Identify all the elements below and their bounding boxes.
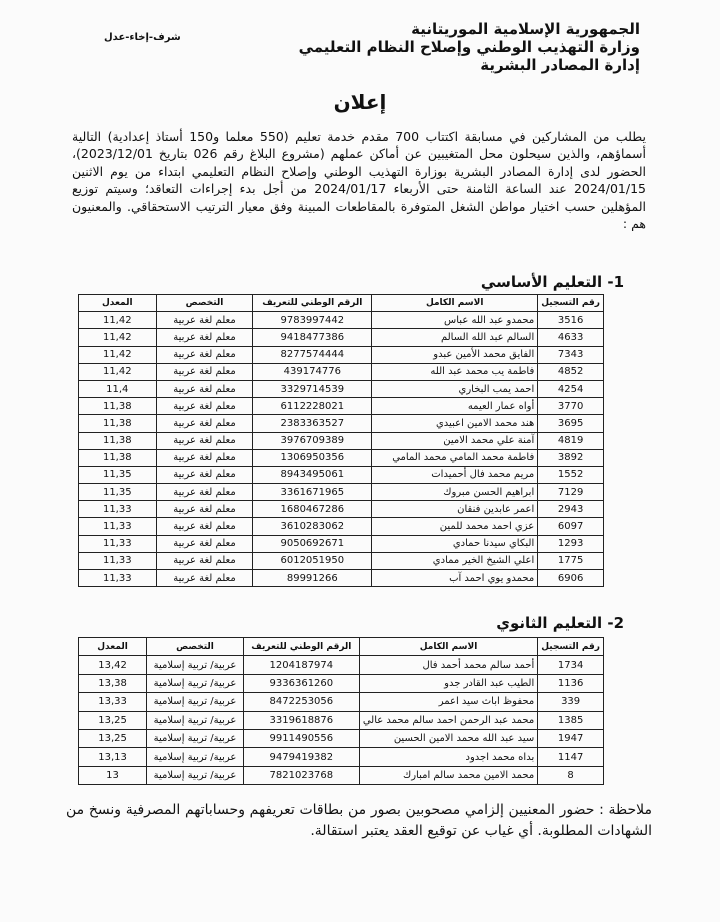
cell-full-name: البكاي سيدنا حمادي <box>372 535 538 552</box>
cell-specialty: عربية/ تربية إسلامية <box>147 748 244 766</box>
cell-full-name: مريم محمد فال أحميدات <box>372 466 538 483</box>
cell-average: 11,35 <box>79 466 157 483</box>
cell-full-name: عزي احمد محمد للمين <box>372 518 538 535</box>
cell-average: 11,42 <box>79 312 157 329</box>
cell-specialty: معلم لغة عربية <box>156 415 253 432</box>
column-header-name: الاسم الكامل <box>359 638 537 656</box>
announcement-title: إعلان <box>333 90 387 114</box>
cell-full-name: اعلي الشيخ الخير ممادي <box>372 552 538 569</box>
cell-average: 11,35 <box>79 484 157 501</box>
table-row <box>79 674 604 692</box>
cell-national-id: 9050692671 <box>253 535 372 552</box>
table-row <box>79 729 604 747</box>
announcement-body: يطلب من المشاركين في مسابقة اكتتاب 700 مقدم خدمة تعليم (550 معلما و150 أستاذ إعدادية) التالية أسماؤهم، والذين سيحلون محل المتغيبين عن أماكن عملهم (مشروع البلاغ رقم 026 بتاريخ 2023/12/01)، الحضور لدى إدارة المصادر البشرية بوزارة التهذيب الوطني وإصلاح النظام التعليمي ابتداء من يوم الاثنين 2024/01/15 عند الساعة الثامنة حتى الأربعاء 2024/01/17 من أجل بدء إجراءات التعاقد؛ وسيتم توزيع المؤهلين حسب اختيار مواطن الشغل المتوفرة بالمقاطعات المبينة وفق معيار الترتيب الاستحقاقي. والمعنيون هم : <box>72 129 647 232</box>
attendance-note: ملاحظة : حضور المعنيين إلزامي مصحوبين بصور من بطاقات تعريفهم وحساباتهم المصرفية ونسخ من الشهادات المطلوبة. أي غياب عن توقيع العقد يعتبر استقالة. <box>66 802 652 839</box>
cell-national-id: 2383363527 <box>253 415 372 432</box>
table-row <box>79 711 604 729</box>
cell-national-id: 9479419382 <box>243 748 359 766</box>
column-header-registration: رقم التسجيل <box>538 638 604 656</box>
cell-specialty: معلم لغة عربية <box>156 449 253 466</box>
cell-specialty: معلم لغة عربية <box>156 329 253 346</box>
cell-average: 13,25 <box>79 711 147 729</box>
cell-national-id: 6112228021 <box>253 398 372 415</box>
cell-specialty: عربية/ تربية إسلامية <box>147 729 244 747</box>
cell-average: 11,42 <box>79 329 157 346</box>
cell-average: 11,42 <box>79 363 157 380</box>
cell-full-name: فاطمة محمد المامي محمد المامي <box>372 449 538 466</box>
cell-average: 13,42 <box>79 656 147 674</box>
table-row <box>79 766 604 784</box>
cell-specialty: عربية/ تربية إسلامية <box>147 711 244 729</box>
cell-average: 13,38 <box>79 674 147 692</box>
cell-average: 11,33 <box>79 552 157 569</box>
table-row <box>79 484 604 501</box>
table-row <box>79 501 604 518</box>
column-header-specialty: التخصص <box>156 295 253 312</box>
cell-national-id: 1204187974 <box>243 656 359 674</box>
cell-national-id: 9783997442 <box>253 312 372 329</box>
cell-registration-number: 4254 <box>538 380 604 397</box>
cell-specialty: عربية/ تربية إسلامية <box>147 693 244 711</box>
cell-specialty: معلم لغة عربية <box>156 570 253 587</box>
cell-specialty: عربية/ تربية إسلامية <box>147 674 244 692</box>
cell-national-id: 3976709389 <box>253 432 372 449</box>
table-row <box>79 312 604 329</box>
cell-registration-number: 6906 <box>538 570 604 587</box>
column-header-specialty: التخصص <box>147 638 244 656</box>
cell-full-name: محمد عبد الرحمن احمد سالم محمد عالي <box>359 711 537 729</box>
table-header-row <box>79 295 604 312</box>
cell-registration-number: 1385 <box>538 711 604 729</box>
letterhead-line-directorate: إدارة المصادر البشرية <box>480 56 640 74</box>
cell-specialty: معلم لغة عربية <box>156 501 253 518</box>
cell-full-name: الطيب عبد القادر جدو <box>359 674 537 692</box>
table-row <box>79 656 604 674</box>
table-row <box>79 346 604 363</box>
table-header-row <box>79 638 604 656</box>
cell-average: 11,33 <box>79 501 157 518</box>
cell-registration-number: 8 <box>538 766 604 784</box>
table-row <box>79 518 604 535</box>
cell-national-id: 8277574444 <box>253 346 372 363</box>
section-title-secondary: 2- التعليم الثانوي <box>496 614 624 632</box>
cell-full-name: أواه عمار العيمه <box>372 398 538 415</box>
cell-national-id: 8472253056 <box>243 693 359 711</box>
table-row <box>79 693 604 711</box>
table-row <box>79 398 604 415</box>
column-header-average: المعدل <box>79 638 147 656</box>
cell-national-id: 439174776 <box>253 363 372 380</box>
cell-average: 11,38 <box>79 415 157 432</box>
cell-average: 11,33 <box>79 570 157 587</box>
cell-specialty: عربية/ تربية إسلامية <box>147 656 244 674</box>
cell-specialty: معلم لغة عربية <box>156 312 253 329</box>
cell-registration-number: 2943 <box>538 501 604 518</box>
cell-full-name: أحمد سالم محمد أحمد فال <box>359 656 537 674</box>
cell-full-name: الفايق محمد الأمين عبدو <box>372 346 538 363</box>
cell-registration-number: 1947 <box>538 729 604 747</box>
table-row <box>79 363 604 380</box>
cell-average: 13,33 <box>79 693 147 711</box>
letterhead <box>299 20 640 74</box>
cell-specialty: معلم لغة عربية <box>156 363 253 380</box>
cell-specialty: معلم لغة عربية <box>156 466 253 483</box>
cell-specialty: معلم لغة عربية <box>156 518 253 535</box>
cell-full-name: فاطمة يب محمد عبد الله <box>372 363 538 380</box>
national-motto: شرف-إخاء-عدل <box>104 32 181 43</box>
table-row <box>79 552 604 569</box>
table-row <box>79 449 604 466</box>
table-row <box>79 748 604 766</box>
cell-registration-number: 3695 <box>538 415 604 432</box>
cell-full-name: بداه محمد اجدود <box>359 748 537 766</box>
cell-national-id: 9336361260 <box>243 674 359 692</box>
cell-specialty: معلم لغة عربية <box>156 552 253 569</box>
letterhead-line-ministry: وزارة التهذيب الوطني وإصلاح النظام التعليمي <box>298 38 640 56</box>
cell-national-id: 3319618876 <box>243 711 359 729</box>
column-header-national-id: الرقم الوطني للتعريف <box>243 638 359 656</box>
table-row <box>79 432 604 449</box>
cell-national-id: 7821023768 <box>243 766 359 784</box>
cell-national-id: 1306950356 <box>253 449 372 466</box>
cell-full-name: محفوظ اباث سيد اعمر <box>359 693 537 711</box>
cell-registration-number: 1293 <box>538 535 604 552</box>
cell-full-name: احمد يمب البخاري <box>372 380 538 397</box>
cell-national-id: 8943495061 <box>253 466 372 483</box>
cell-average: 11,33 <box>79 518 157 535</box>
cell-specialty: معلم لغة عربية <box>156 432 253 449</box>
cell-registration-number: 3892 <box>538 449 604 466</box>
cell-registration-number: 1734 <box>538 656 604 674</box>
cell-registration-number: 1552 <box>538 466 604 483</box>
column-header-average: المعدل <box>79 295 157 312</box>
cell-average: 11,4 <box>79 380 157 397</box>
basic-education-table <box>78 294 604 587</box>
cell-national-id: 9418477386 <box>253 329 372 346</box>
table-row <box>79 329 604 346</box>
cell-average: 11,38 <box>79 398 157 415</box>
cell-registration-number: 339 <box>538 693 604 711</box>
cell-full-name: محمد الامين محمد سالم امبارك <box>359 766 537 784</box>
cell-average: 13,13 <box>79 748 147 766</box>
cell-average: 11,33 <box>79 535 157 552</box>
column-header-name: الاسم الكامل <box>372 295 538 312</box>
cell-full-name: السالم عبد الله السالم <box>372 329 538 346</box>
cell-registration-number: 4852 <box>538 363 604 380</box>
cell-full-name: ابراهيم الحسن مبروك <box>372 484 538 501</box>
table-row <box>79 570 604 587</box>
cell-full-name: سيد عبد الله محمد الامين الحسين <box>359 729 537 747</box>
cell-registration-number: 7129 <box>538 484 604 501</box>
letterhead-line-country: الجمهورية الإسلامية الموريتانية <box>411 20 640 38</box>
cell-full-name: هند محمد الامين اعبيدي <box>372 415 538 432</box>
table-row <box>79 466 604 483</box>
cell-national-id: 6012051950 <box>253 552 372 569</box>
cell-national-id: 1680467286 <box>253 501 372 518</box>
cell-average: 13 <box>79 766 147 784</box>
cell-specialty: معلم لغة عربية <box>156 346 253 363</box>
cell-national-id: 3361671965 <box>253 484 372 501</box>
cell-full-name: محمدو يوي احمد آب <box>372 570 538 587</box>
cell-registration-number: 6097 <box>538 518 604 535</box>
table-row <box>79 380 604 397</box>
cell-registration-number: 3516 <box>538 312 604 329</box>
cell-full-name: اعمر عابدين فنقان <box>372 501 538 518</box>
cell-national-id: 3610283062 <box>253 518 372 535</box>
cell-registration-number: 1775 <box>538 552 604 569</box>
cell-registration-number: 7343 <box>538 346 604 363</box>
column-header-registration: رقم التسجيل <box>538 295 604 312</box>
cell-specialty: معلم لغة عربية <box>156 380 253 397</box>
cell-full-name: محمدو عبد الله عباس <box>372 312 538 329</box>
cell-full-name: آمنة علي محمد الامين <box>372 432 538 449</box>
table-row <box>79 535 604 552</box>
cell-average: 13,25 <box>79 729 147 747</box>
cell-registration-number: 4819 <box>538 432 604 449</box>
cell-specialty: عربية/ تربية إسلامية <box>147 766 244 784</box>
column-header-national-id: الرقم الوطني للتعريف <box>253 295 372 312</box>
section-title-basic: 1- التعليم الأساسي <box>480 273 624 291</box>
cell-registration-number: 1147 <box>538 748 604 766</box>
cell-national-id: 3329714539 <box>253 380 372 397</box>
table-row <box>79 415 604 432</box>
cell-specialty: معلم لغة عربية <box>156 535 253 552</box>
cell-registration-number: 4633 <box>538 329 604 346</box>
cell-national-id: 9911490556 <box>243 729 359 747</box>
cell-registration-number: 1136 <box>538 674 604 692</box>
cell-national-id: 89991266 <box>253 570 372 587</box>
cell-average: 11,38 <box>79 432 157 449</box>
secondary-education-table <box>78 637 604 785</box>
cell-average: 11,38 <box>79 449 157 466</box>
cell-specialty: معلم لغة عربية <box>156 484 253 501</box>
cell-average: 11,42 <box>79 346 157 363</box>
cell-registration-number: 3770 <box>538 398 604 415</box>
cell-specialty: معلم لغة عربية <box>156 398 253 415</box>
